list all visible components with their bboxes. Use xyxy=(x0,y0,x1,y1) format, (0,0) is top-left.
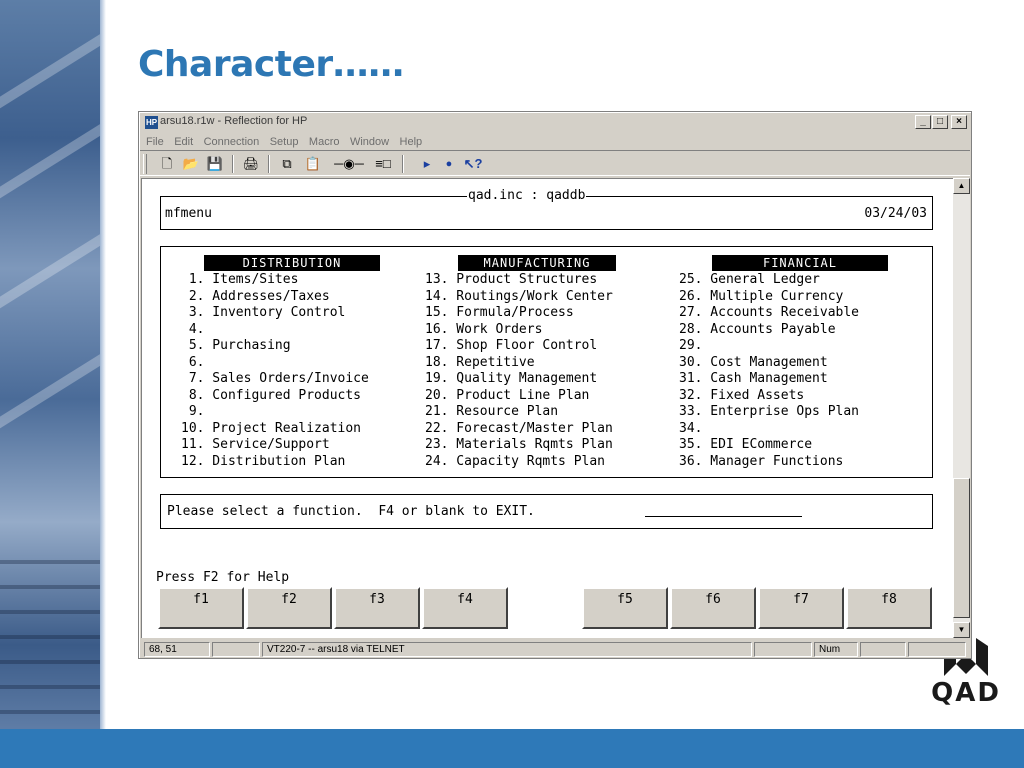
num-lock-indicator: Num xyxy=(814,642,858,657)
slide-title: Character…… xyxy=(138,44,404,85)
minimize-button[interactable]: _ xyxy=(915,115,931,129)
toolbar-grip[interactable] xyxy=(143,154,147,174)
paste-icon[interactable]: 📋 xyxy=(304,156,322,171)
menu-option[interactable]: 33. Enterprise Ops Plan xyxy=(679,404,860,419)
menu-option[interactable]: 29. xyxy=(679,338,703,353)
menu-setup[interactable]: Setup xyxy=(269,136,299,148)
menu-macro[interactable]: Macro xyxy=(308,136,340,148)
menu-option[interactable]: 9. xyxy=(181,404,205,419)
function-key-row xyxy=(156,585,936,631)
record-icon[interactable]: ● xyxy=(445,158,453,170)
prompt-frame xyxy=(160,494,933,529)
menu-option[interactable]: 2. Addresses/Taxes xyxy=(181,288,330,304)
menu-option[interactable]: 26. Multiple Currency xyxy=(679,288,844,304)
manufacturing-heading: MANUFACTURING xyxy=(458,255,616,271)
terminal-screen[interactable] xyxy=(141,178,953,638)
qad-logo-text: QAD xyxy=(931,678,1001,708)
settings-icon[interactable]: ≡□ xyxy=(375,156,391,171)
menu-option[interactable]: 36. Manager Functions xyxy=(679,453,844,469)
menu-option[interactable]: 12. Distribution Plan xyxy=(181,453,346,469)
menu-option[interactable]: 4. xyxy=(181,321,205,337)
status-cell xyxy=(754,642,812,657)
distribution-column xyxy=(181,272,421,470)
menu-option[interactable]: 30. Cost Management xyxy=(679,354,828,370)
distribution-heading: DISTRIBUTION xyxy=(204,255,380,271)
status-cell xyxy=(860,642,906,657)
save-icon[interactable]: 💾 xyxy=(206,156,224,171)
decorative-photo-strip xyxy=(0,0,103,768)
open-icon[interactable]: 📂 xyxy=(182,156,200,171)
scroll-down-icon[interactable]: ▼ xyxy=(953,622,970,638)
menu-option[interactable]: 32. Fixed Assets xyxy=(679,387,805,403)
f5-key-button[interactable]: f5 xyxy=(582,587,668,629)
program-name: mfmenu xyxy=(165,206,212,221)
database-title: qad.inc : qaddb xyxy=(468,188,586,203)
menu-option[interactable]: 6. xyxy=(181,354,205,370)
vertical-scrollbar[interactable] xyxy=(953,178,970,638)
close-button[interactable]: × xyxy=(951,115,967,129)
menu-option[interactable]: 34. xyxy=(679,420,703,436)
menu-option[interactable]: 18. Repetitive xyxy=(425,354,535,370)
menu-option[interactable]: 21. Resource Plan xyxy=(425,404,559,419)
menu-option[interactable]: 31. Cash Management xyxy=(679,371,828,386)
menu-file[interactable]: File xyxy=(146,136,164,148)
window-title: arsu18.r1w - Reflection for HP xyxy=(160,115,308,127)
menu-option[interactable]: 23. Materials Rqmts Plan xyxy=(425,437,613,452)
toolbar-separator xyxy=(402,155,404,173)
bottom-bar xyxy=(0,729,1024,768)
menu-option[interactable]: 20. Product Line Plan xyxy=(425,387,590,403)
selection-input[interactable] xyxy=(645,516,802,517)
hp-app-icon[interactable]: HP xyxy=(145,118,158,127)
context-help-icon[interactable]: ↖? xyxy=(463,156,483,171)
menu-option[interactable]: 27. Accounts Receivable xyxy=(679,305,860,320)
status-cell xyxy=(908,642,966,657)
menu-option[interactable]: 25. General Ledger xyxy=(679,272,820,287)
f8-key-button[interactable]: f8 xyxy=(846,587,932,629)
financial-heading: FINANCIAL xyxy=(712,255,888,271)
menu-option[interactable]: 11. Service/Support xyxy=(181,437,330,452)
f4-key-button[interactable]: f4 xyxy=(422,587,508,629)
scrollbar-thumb[interactable] xyxy=(953,478,970,618)
menu-bar xyxy=(140,132,970,149)
menu-option[interactable]: 8. Configured Products xyxy=(181,387,362,403)
status-empty-cell xyxy=(212,642,260,657)
menu-option[interactable]: 17. Shop Floor Control xyxy=(425,338,598,353)
f2-key-button[interactable]: f2 xyxy=(246,587,332,629)
menu-option[interactable]: 14. Routings/Work Center xyxy=(425,288,613,304)
maximize-button[interactable]: □ xyxy=(932,115,948,129)
connect-icon[interactable]: ─◉─ xyxy=(334,156,364,171)
title-bar[interactable] xyxy=(140,113,970,131)
menu-option[interactable]: 5. Purchasing xyxy=(181,338,291,353)
prompt-text: Please select a function. F4 or blank to EXIT. xyxy=(167,504,535,519)
copy-icon[interactable]: ⧉ xyxy=(282,156,292,171)
header-frame xyxy=(160,188,933,230)
menu-option[interactable]: 15. Formula/Process xyxy=(425,305,574,320)
f6-key-button[interactable]: f6 xyxy=(670,587,756,629)
menu-option[interactable]: 1. Items/Sites xyxy=(181,272,299,287)
financial-column xyxy=(679,272,929,470)
toolbar-separator xyxy=(232,155,234,173)
cursor-position: 68, 51 xyxy=(144,642,210,657)
menu-frame xyxy=(160,246,933,478)
help-line: Press F2 for Help xyxy=(156,570,290,585)
menu-option[interactable]: 10. Project Realization xyxy=(181,420,362,436)
strip-edge xyxy=(100,0,106,768)
menu-option[interactable]: 19. Quality Management xyxy=(425,371,598,386)
menu-help[interactable]: Help xyxy=(399,136,423,148)
menu-edit[interactable]: Edit xyxy=(174,136,194,148)
scroll-up-icon[interactable]: ▲ xyxy=(953,178,970,194)
print-icon[interactable]: 🖨 xyxy=(242,156,260,171)
screen-date: 03/24/03 xyxy=(864,206,927,221)
menu-option[interactable]: 22. Forecast/Master Plan xyxy=(425,420,613,436)
menu-option[interactable]: 7. Sales Orders/Invoice xyxy=(181,371,369,386)
play-icon[interactable]: ▸ xyxy=(423,156,431,171)
manufacturing-column xyxy=(425,272,675,470)
menu-option[interactable]: 13. Product Structures xyxy=(425,272,598,287)
menu-option[interactable]: 3. Inventory Control xyxy=(181,305,346,320)
new-icon[interactable]: 🗋 xyxy=(161,156,173,171)
f3-key-button[interactable]: f3 xyxy=(334,587,420,629)
menu-option[interactable]: 35. EDI ECommerce xyxy=(679,437,813,452)
menu-option[interactable]: 28. Accounts Payable xyxy=(679,321,836,337)
menu-window[interactable]: Window xyxy=(349,136,390,148)
menu-option[interactable]: 24. Capacity Rqmts Plan xyxy=(425,453,606,469)
menu-option[interactable]: 16. Work Orders xyxy=(425,321,543,337)
session-info: VT220-7 -- arsu18 via TELNET xyxy=(262,642,752,657)
toolbar xyxy=(140,150,970,176)
f1-key-button[interactable]: f1 xyxy=(158,587,244,629)
status-bar xyxy=(140,640,970,658)
f7-key-button[interactable]: f7 xyxy=(758,587,844,629)
menu-connection[interactable]: Connection xyxy=(203,136,260,148)
reflection-window xyxy=(138,111,972,659)
toolbar-separator xyxy=(268,155,270,173)
